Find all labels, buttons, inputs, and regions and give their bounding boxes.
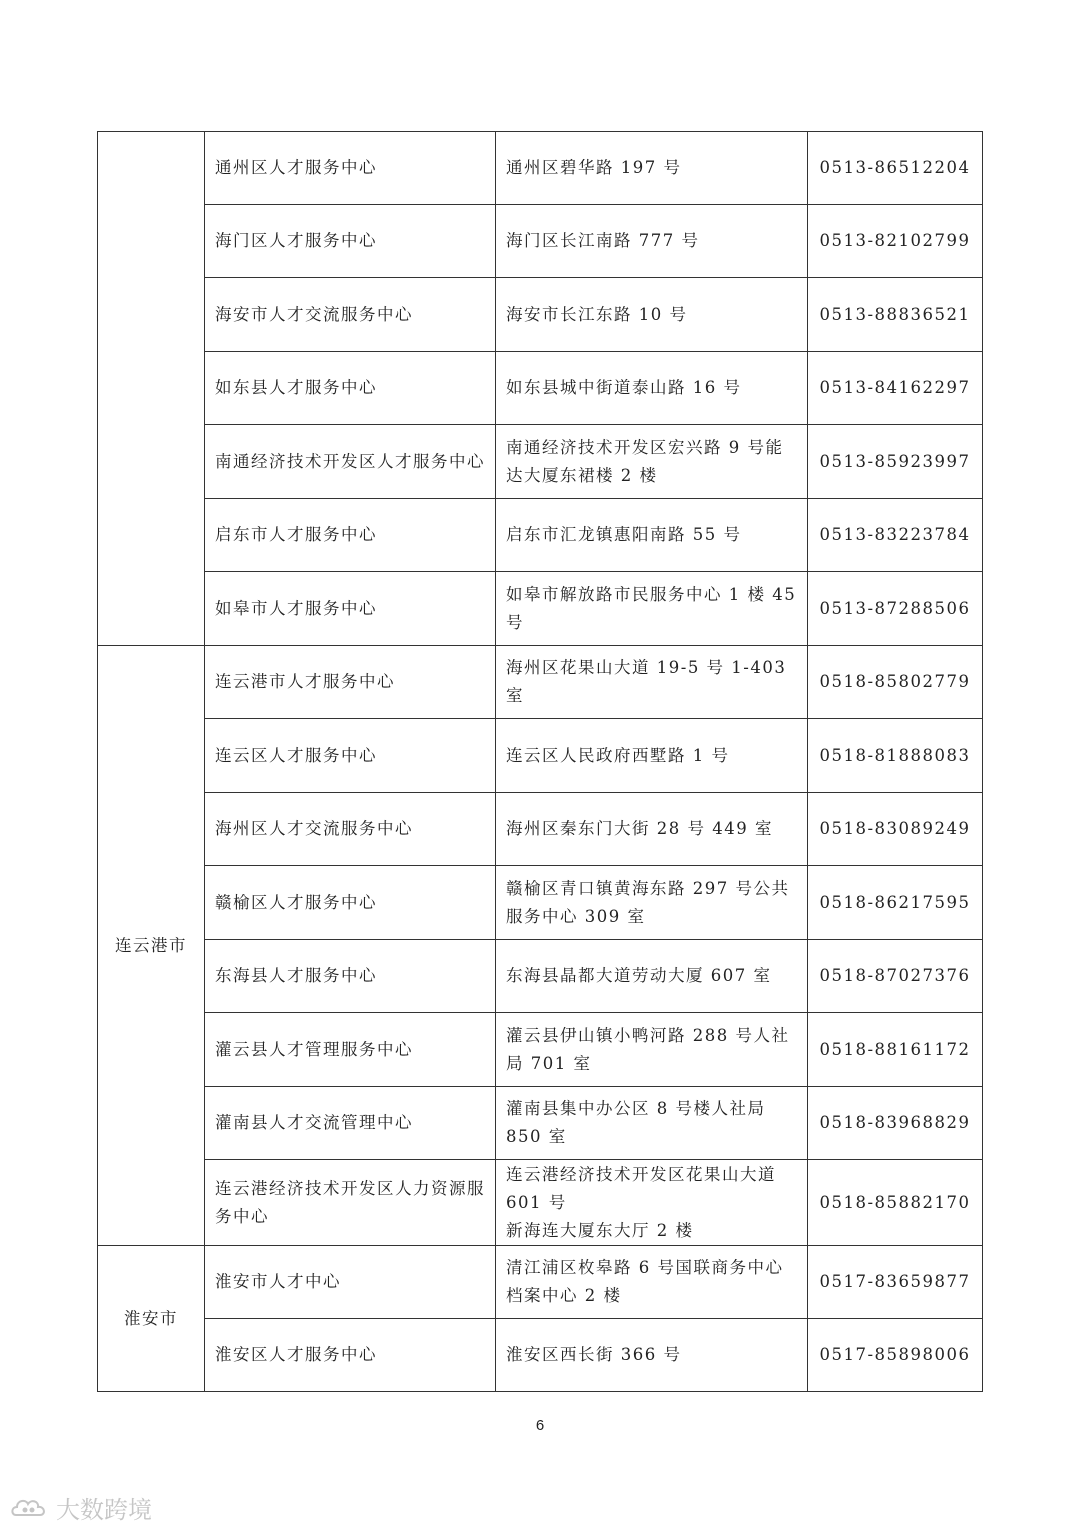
table-row [98,425,983,499]
table-row [98,719,983,793]
phone-cell: 0518-86217595 [808,866,983,940]
watermark-text: 大数跨境 [56,1496,152,1524]
phone-cell: 0518-87027376 [808,940,983,1013]
phone-cell: 0513-83223784 [808,499,983,572]
center-name-cell: 海州区人才交流服务中心 [205,793,496,866]
table-row [98,278,983,352]
center-name-cell: 淮安市人才中心 [205,1246,496,1319]
table-row [98,1246,983,1319]
table-row [98,940,983,1013]
table-row [98,646,983,719]
center-name-cell: 灌云县人才管理服务中心 [205,1013,496,1087]
table-row [98,205,983,278]
address-cell: 灌云县伊山镇小鸭河路 288 号人社局 701 室 [496,1013,808,1087]
city-cell: 连云港市 [98,646,205,1246]
address-cell: 灌南县集中办公区 8 号楼人社局 850 室 [496,1087,808,1160]
phone-cell: 0513-84162297 [808,352,983,425]
address-cell: 如东县城中街道泰山路 16 号 [496,352,808,425]
phone-cell: 0518-85882170 [808,1160,983,1246]
table-row [98,1160,983,1246]
center-name-cell: 东海县人才服务中心 [205,940,496,1013]
address-cell: 淮安区西长街 366 号 [496,1319,808,1392]
address-cell: 南通经济技术开发区宏兴路 9 号能达大厦东裙楼 2 楼 [496,425,808,499]
table-row [98,1087,983,1160]
phone-cell: 0518-81888083 [808,719,983,793]
address-cell: 海安市长江东路 10 号 [496,278,808,352]
address-cell: 海州区花果山大道 19-5 号 1-403 室 [496,646,808,719]
address-cell: 海门区长江南路 777 号 [496,205,808,278]
center-name-cell: 连云港经济技术开发区人力资源服务中心 [205,1160,496,1246]
center-name-cell: 淮安区人才服务中心 [205,1319,496,1392]
address-cell: 通州区碧华路 197 号 [496,132,808,205]
phone-cell: 0518-85802779 [808,646,983,719]
phone-cell: 0513-88836521 [808,278,983,352]
page-number: 6 [535,1417,545,1434]
table-row [98,1013,983,1087]
table-row [98,1319,983,1392]
table-row [98,499,983,572]
center-name-cell: 海门区人才服务中心 [205,205,496,278]
center-name-cell: 连云港市人才服务中心 [205,646,496,719]
center-name-cell: 如皋市人才服务中心 [205,572,496,646]
center-name-cell: 如东县人才服务中心 [205,352,496,425]
phone-cell: 0513-86512204 [808,132,983,205]
phone-cell: 0518-83968829 [808,1087,983,1160]
phone-cell: 0513-87288506 [808,572,983,646]
cloud-logo-icon [10,1495,52,1521]
center-name-cell: 通州区人才服务中心 [205,132,496,205]
address-cell: 如皋市解放路市民服务中心 1 楼 45 号 [496,572,808,646]
center-name-cell: 启东市人才服务中心 [205,499,496,572]
table-row [98,572,983,646]
table-row [98,132,983,205]
address-cell: 连云港经济技术开发区花果山大道 601 号 新海连大厦东大厅 2 楼 [496,1160,808,1246]
center-name-cell: 连云区人才服务中心 [205,719,496,793]
table-row [98,793,983,866]
address-cell: 东海县晶都大道劳动大厦 607 室 [496,940,808,1013]
address-cell: 海州区秦东门大街 28 号 449 室 [496,793,808,866]
city-cell [98,132,205,646]
address-cell: 清江浦区枚皋路 6 号国联商务中心档案中心 2 楼 [496,1246,808,1319]
talent-service-directory-table [97,131,983,1392]
watermark [10,1490,152,1525]
phone-cell: 0513-85923997 [808,425,983,499]
table-row [98,866,983,940]
phone-cell: 0513-82102799 [808,205,983,278]
address-cell: 赣榆区青口镇黄海东路 297 号公共服务中心 309 室 [496,866,808,940]
address-cell: 启东市汇龙镇惠阳南路 55 号 [496,499,808,572]
phone-cell: 0518-88161172 [808,1013,983,1087]
center-name-cell: 灌南县人才交流管理中心 [205,1087,496,1160]
center-name-cell: 海安市人才交流服务中心 [205,278,496,352]
address-cell: 连云区人民政府西墅路 1 号 [496,719,808,793]
phone-cell: 0517-83659877 [808,1246,983,1319]
center-name-cell: 南通经济技术开发区人才服务中心 [205,425,496,499]
center-name-cell: 赣榆区人才服务中心 [205,866,496,940]
phone-cell: 0518-83089249 [808,793,983,866]
city-cell: 淮安市 [98,1246,205,1392]
table-row [98,352,983,425]
phone-cell: 0517-85898006 [808,1319,983,1392]
